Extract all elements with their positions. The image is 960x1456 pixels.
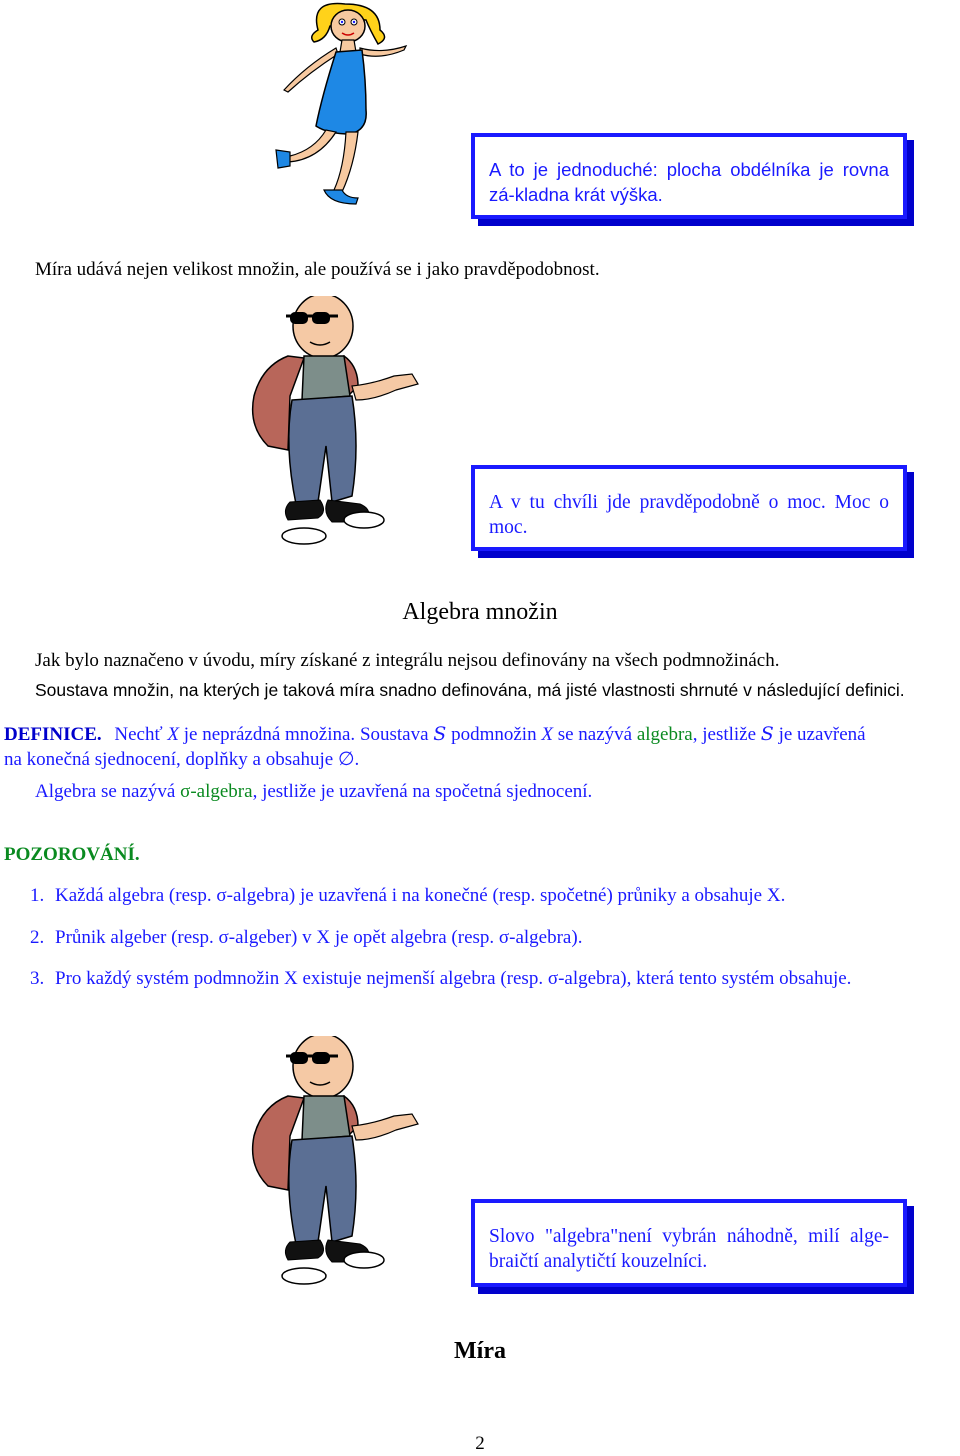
definition-text-6: , jestliže <box>692 724 757 745</box>
callout-text-2: A v tu chvíli jde pravděpodobně o moc. Moc o moc. <box>489 492 889 538</box>
cartoon-man-sunglasses-illustration <box>248 296 428 551</box>
observation-item-3 <box>30 966 851 991</box>
observation-item-1 <box>30 883 785 908</box>
definition-text-3: Soustava <box>359 724 429 745</box>
sigma-text-1: Algebra se nazývá <box>35 781 176 802</box>
var-s-2: S <box>760 723 774 745</box>
measure-paragraph: Míra udává nejen velikost množin, ale používá se i jako pravděpodobnost. <box>35 259 600 280</box>
cartoon-woman-illustration <box>270 0 420 210</box>
definition-text-2: je neprázdná množina. <box>183 724 356 745</box>
item-text-1: Každá algebra (resp. σ-algebra) je uzavřená i na konečné (resp. spočetné) průniky a obsahuje X. <box>55 885 786 906</box>
section-title-algebra: Algebra množin <box>402 599 558 625</box>
cartoon-man-sunglasses-illustration-2 <box>248 1036 428 1291</box>
sigma-definition <box>35 779 592 804</box>
observation-item-2 <box>30 925 582 950</box>
intro-line-2: Soustava množin, na kterých je taková míra snadno definována, má jisté vlastnosti shrnuté v následující definici. <box>35 680 905 700</box>
callout-text-1: A to je jednoduché: plocha obdélníka je rovna zá-kladna krát výška. <box>489 159 889 205</box>
definition-text-5: se nazývá <box>557 724 633 745</box>
definition-line-1 <box>4 722 866 747</box>
section-title-mira: Míra <box>454 1338 506 1364</box>
term-sigma-algebra: σ-algebra <box>180 781 253 802</box>
definition-text-4: podmnožin <box>451 724 537 745</box>
callout-box-3 <box>471 1199 907 1287</box>
definition-label: DEFINICE. <box>4 724 102 745</box>
callout-box-2 <box>471 465 907 551</box>
definition-text-1: Nechť <box>114 724 163 745</box>
var-s: S <box>433 723 447 745</box>
definition-text-7: je uzavřená <box>778 724 866 745</box>
var-x: X <box>167 724 179 745</box>
var-x-2: X <box>541 724 553 745</box>
callout-text-3: Slovo "algebra"není vybrán náhodně, milí alge-braičtí analytičtí kouzelníci. <box>489 1226 889 1272</box>
observation-label: POZOROVÁNÍ. <box>4 844 140 865</box>
item-number-2: 2. <box>30 927 45 948</box>
item-number-3: 3. <box>30 968 45 989</box>
item-text-3: Pro každý systém podmnožin X existuje nejmenší algebra (resp. σ-algebra), která tento systém obsahuje. <box>55 968 852 989</box>
definition-line-2: na konečná sjednocení, doplňky a obsahuje ∅. <box>4 749 360 770</box>
callout-box-1 <box>471 133 907 219</box>
item-number-1: 1. <box>30 885 45 906</box>
intro-line-1: Jak bylo naznačeno v úvodu, míry získané z integrálu nejsou definovány na všech podmnožinách. <box>35 650 780 671</box>
term-algebra: algebra <box>636 724 693 745</box>
sigma-text-2: , jestliže je uzavřená na spočetná sjednocení. <box>252 781 593 802</box>
page-number: 2 <box>475 1433 485 1454</box>
item-text-2: Průnik algeber (resp. σ-algeber) v X je opět algebra (resp. σ-algebra). <box>55 927 583 948</box>
